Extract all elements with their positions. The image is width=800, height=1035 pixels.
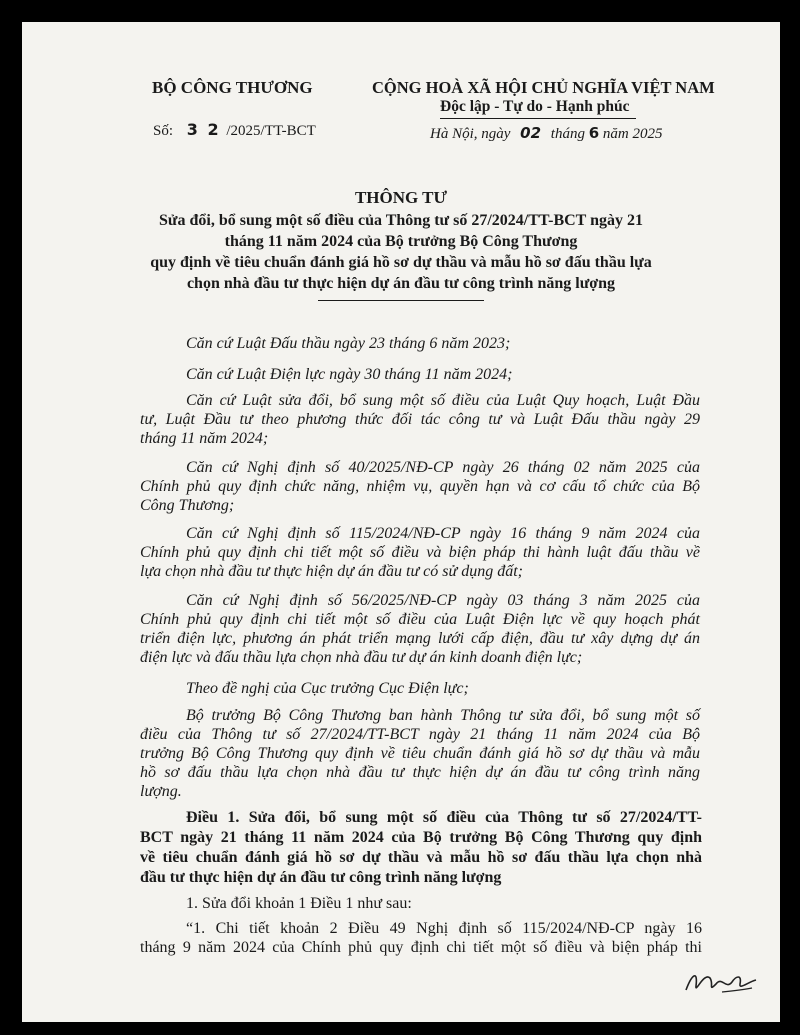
proposal: Theo đề nghị của Cục trưởng Cục Điện lực; xyxy=(186,680,469,697)
clause-1-quote: “1. Chi tiết khoản 2 Điều 49 Nghị định số 115/2024/NĐ-CP ngày 16 tháng 9 năm 2024 của Chính phủ quy định chi tiết một số điều và biện pháp thi xyxy=(140,920,702,956)
document-number xyxy=(153,120,316,140)
date-month: 6 xyxy=(588,124,600,142)
basis-1: Căn cứ Luật Đấu thầu ngày 23 tháng 6 năm 2023; xyxy=(186,335,511,352)
date-suffix: năm 2025 xyxy=(602,126,663,142)
country-name: CỘNG HOÀ XÃ HỘI CHỦ NGHĨA VIỆT NAM xyxy=(372,78,715,97)
number-suffix: /2025/TT-BCT xyxy=(226,123,316,139)
subject-line: Sửa đổi, bổ sung một số điều của Thông tư số 27/2024/TT-BCT ngày 21 xyxy=(159,212,643,229)
promulgation: Bộ trưởng Bộ Công Thương ban hành Thông tư sửa đổi, bổ sung một số điều của Thông tư số 27/2024/TT-BCT ngày 21 tháng 11 năm 2024 của Bộ trưởng Bộ Công Thương quy định về tiêu chuẩn đánh giá hồ sơ dự thầu và mẫu hồ sơ đấu thầu lựa chọn nhà đầu tư thực hiện dự án đầu tư công trình năng lượng. xyxy=(140,707,700,800)
number-handwritten: 3 2 xyxy=(186,120,221,139)
basis-2: Căn cứ Luật Điện lực ngày 30 tháng 11 năm 2024; xyxy=(186,366,513,383)
document-subject xyxy=(22,210,780,294)
ministry-name: BỘ CÔNG THƯƠNG xyxy=(152,78,313,97)
title-underline xyxy=(318,300,484,301)
article-1-heading: Điều 1. Sửa đổi, bổ sung một số điều của Thông tư số 27/2024/TT- BCT ngày 21 tháng 11 năm 2024 của Bộ trưởng Bộ Công Thương quy định về tiêu chuẩn đánh giá hồ sơ dự thầu và mẫu hồ sơ đấu thầu lựa chọn nhà đầu tư thực hiện dự án đầu tư công trình năng lượng xyxy=(140,809,702,886)
basis-6: Căn cứ Nghị định số 56/2025/NĐ-CP ngày 03 tháng 3 năm 2025 của Chính phủ quy định chi tiết một số điều của Luật Điện lực về quy hoạch phát triển điện lực, phương án phát triển mạng lưới cấp điện, đầu tư xây dựng dự án điện lực và đấu thầu lựa chọn nhà đầu tư dự án kinh doanh điện lực; xyxy=(140,592,700,666)
basis-5: Căn cứ Nghị định số 115/2024/NĐ-CP ngày 16 tháng 9 năm 2024 của Chính phủ quy định chi tiết một số điều và biện pháp thi hành luật đấu thầu về lựa chọn nhà đầu tư thực hiện dự án đầu tư có sử dụng đất; xyxy=(140,525,700,580)
national-motto: Độc lập - Tự do - Hạnh phúc xyxy=(440,98,630,115)
signature-initials xyxy=(682,964,760,998)
subject-line: tháng 11 năm 2024 của Bộ trưởng Bộ Công Thương xyxy=(224,233,578,250)
clause-1: 1. Sửa đổi khoản 1 Điều 1 như sau: xyxy=(186,895,412,912)
motto-underline xyxy=(440,118,636,119)
basis-3: Căn cứ Luật sửa đổi, bổ sung một số điều của Luật Quy hoạch, Luật Đầu tư, Luật Đầu tư theo phương thức đối tác công tư và Luật Đấu thầu ngày 29 tháng 11 năm 2024; xyxy=(140,392,700,447)
date-middle: tháng xyxy=(550,126,585,142)
date-prefix: Hà Nội, ngày xyxy=(430,126,511,142)
subject-line: chọn nhà đầu tư thực hiện dự án đầu tư công trình năng lượng xyxy=(186,275,616,292)
number-prefix: Số: xyxy=(153,123,174,139)
document-page xyxy=(22,22,780,1022)
document-type: THÔNG TƯ xyxy=(354,188,448,207)
subject-line: quy định về tiêu chuẩn đánh giá hồ sơ dự thầu và mẫu hồ sơ đấu thầu lựa xyxy=(150,254,652,271)
date-day: 02 xyxy=(520,124,542,142)
issue-date xyxy=(430,124,663,143)
basis-4: Căn cứ Nghị định số 40/2025/NĐ-CP ngày 26 tháng 02 năm 2025 của Chính phủ quy định chức năng, nhiệm vụ, quyền hạn và cơ cấu tổ chức của Bộ Công Thương; xyxy=(140,459,700,514)
